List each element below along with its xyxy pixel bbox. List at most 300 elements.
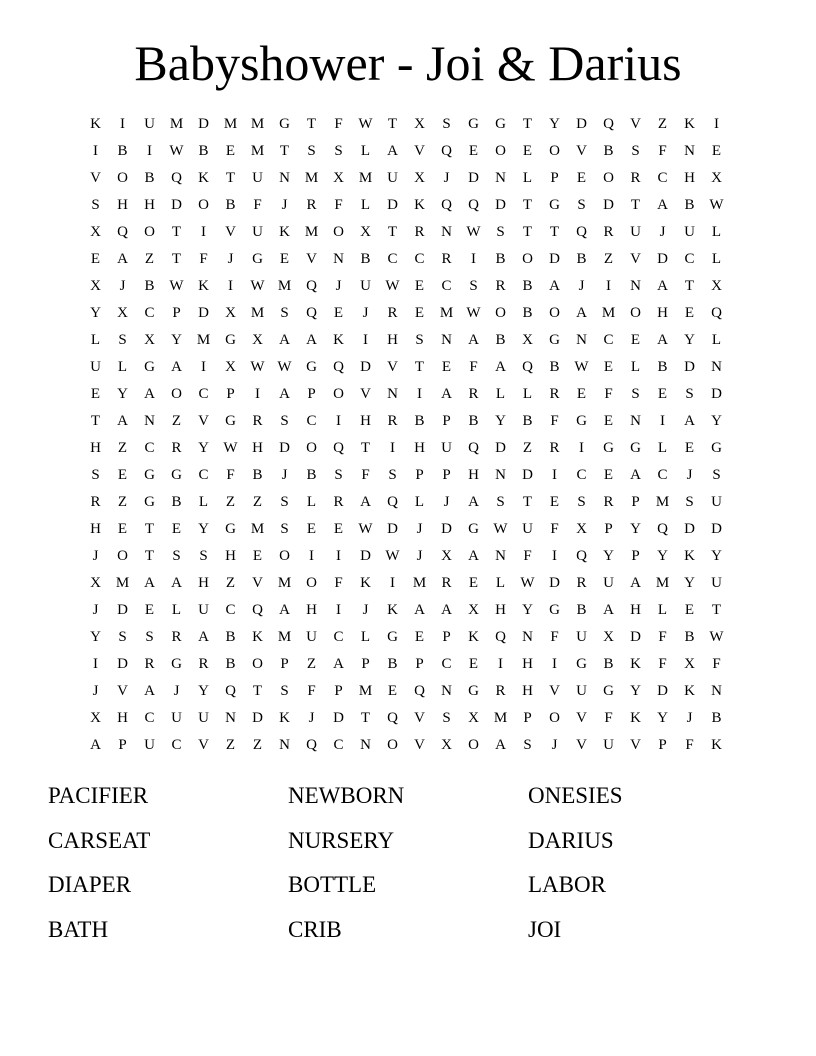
- grid-letter[interactable]: J: [119, 278, 126, 294]
- grid-letter[interactable]: F: [226, 467, 235, 483]
- grid-letter[interactable]: F: [469, 359, 478, 375]
- grid-letter[interactable]: W: [358, 116, 373, 132]
- grid-letter[interactable]: K: [630, 656, 641, 672]
- grid-letter[interactable]: E: [576, 386, 587, 402]
- grid-letter[interactable]: L: [414, 494, 425, 510]
- grid-letter[interactable]: B: [252, 467, 263, 483]
- grid-letter[interactable]: R: [630, 170, 641, 186]
- grid-letter[interactable]: H: [630, 602, 641, 618]
- grid-letter[interactable]: X: [603, 629, 614, 645]
- grid-letter[interactable]: S: [577, 197, 586, 213]
- grid-letter[interactable]: D: [252, 710, 263, 726]
- grid-letter[interactable]: I: [228, 278, 233, 294]
- grid-letter[interactable]: N: [684, 143, 695, 159]
- grid-letter[interactable]: H: [684, 170, 695, 186]
- grid-letter[interactable]: J: [443, 494, 450, 510]
- grid-letter[interactable]: E: [117, 467, 128, 483]
- grid-letter[interactable]: S: [118, 332, 127, 348]
- grid-letter[interactable]: I: [93, 656, 98, 672]
- grid-letter[interactable]: W: [358, 521, 373, 537]
- grid-letter[interactable]: X: [90, 710, 101, 726]
- grid-letter[interactable]: O: [549, 143, 560, 159]
- grid-letter[interactable]: O: [198, 197, 209, 213]
- grid-letter[interactable]: F: [550, 629, 559, 645]
- grid-letter[interactable]: H: [144, 197, 155, 213]
- grid-letter[interactable]: E: [630, 332, 641, 348]
- grid-letter[interactable]: H: [414, 440, 425, 456]
- grid-letter[interactable]: M: [277, 629, 292, 645]
- grid-letter[interactable]: M: [493, 710, 508, 726]
- grid-letter[interactable]: S: [685, 386, 694, 402]
- grid-letter[interactable]: K: [684, 116, 695, 132]
- grid-letter[interactable]: S: [415, 332, 424, 348]
- grid-letter[interactable]: S: [280, 305, 289, 321]
- grid-letter[interactable]: U: [576, 683, 587, 699]
- grid-letter[interactable]: L: [117, 359, 128, 375]
- grid-letter[interactable]: W: [520, 575, 535, 591]
- grid-letter[interactable]: Q: [306, 737, 317, 753]
- grid-letter[interactable]: G: [576, 656, 587, 672]
- grid-letter[interactable]: B: [171, 494, 182, 510]
- grid-letter[interactable]: N: [630, 278, 641, 294]
- grid-letter[interactable]: A: [657, 197, 668, 213]
- grid-letter[interactable]: V: [576, 737, 587, 753]
- grid-letter[interactable]: M: [304, 224, 319, 240]
- grid-letter[interactable]: S: [442, 710, 451, 726]
- grid-letter[interactable]: Q: [657, 521, 668, 537]
- grid-letter[interactable]: E: [684, 440, 695, 456]
- grid-letter[interactable]: T: [360, 710, 371, 726]
- grid-letter[interactable]: G: [549, 197, 560, 213]
- grid-letter[interactable]: T: [387, 116, 398, 132]
- grid-letter[interactable]: N: [495, 467, 506, 483]
- grid-letter[interactable]: S: [280, 494, 289, 510]
- grid-letter[interactable]: M: [358, 170, 373, 186]
- grid-letter[interactable]: Z: [252, 494, 263, 510]
- grid-letter[interactable]: I: [498, 656, 503, 672]
- grid-letter[interactable]: W: [277, 359, 292, 375]
- grid-letter[interactable]: G: [252, 251, 263, 267]
- grid-letter[interactable]: F: [658, 629, 667, 645]
- grid-letter[interactable]: N: [630, 413, 641, 429]
- grid-letter[interactable]: Q: [387, 494, 398, 510]
- grid-letter[interactable]: C: [684, 251, 695, 267]
- grid-letter[interactable]: J: [92, 548, 99, 564]
- grid-letter[interactable]: I: [579, 440, 584, 456]
- grid-letter[interactable]: A: [630, 467, 641, 483]
- grid-letter[interactable]: B: [495, 332, 506, 348]
- grid-letter[interactable]: R: [603, 494, 614, 510]
- grid-letter[interactable]: K: [684, 548, 695, 564]
- grid-letter[interactable]: K: [252, 629, 263, 645]
- grid-letter[interactable]: S: [91, 467, 100, 483]
- grid-letter[interactable]: M: [250, 116, 265, 132]
- grid-letter[interactable]: B: [306, 467, 317, 483]
- grid-letter[interactable]: B: [360, 251, 371, 267]
- grid-letter[interactable]: P: [172, 305, 181, 321]
- grid-letter[interactable]: N: [333, 251, 344, 267]
- grid-letter[interactable]: G: [225, 413, 236, 429]
- grid-letter[interactable]: J: [92, 602, 99, 618]
- grid-letter[interactable]: D: [603, 197, 614, 213]
- grid-letter[interactable]: R: [576, 575, 587, 591]
- grid-letter[interactable]: J: [362, 602, 369, 618]
- grid-letter[interactable]: X: [711, 278, 722, 294]
- grid-letter[interactable]: U: [522, 521, 533, 537]
- grid-letter[interactable]: I: [336, 413, 341, 429]
- grid-letter[interactable]: S: [712, 467, 721, 483]
- grid-letter[interactable]: I: [417, 386, 422, 402]
- grid-letter[interactable]: W: [250, 278, 265, 294]
- grid-letter[interactable]: I: [336, 602, 341, 618]
- grid-letter[interactable]: U: [171, 710, 182, 726]
- grid-letter[interactable]: F: [712, 656, 721, 672]
- grid-letter[interactable]: Q: [441, 143, 452, 159]
- grid-letter[interactable]: O: [387, 737, 398, 753]
- grid-letter[interactable]: H: [657, 305, 668, 321]
- grid-letter[interactable]: V: [90, 170, 101, 186]
- grid-letter[interactable]: V: [549, 683, 560, 699]
- grid-letter[interactable]: E: [603, 413, 614, 429]
- grid-letter[interactable]: W: [709, 197, 724, 213]
- grid-letter[interactable]: V: [117, 683, 128, 699]
- grid-letter[interactable]: J: [686, 467, 693, 483]
- grid-letter[interactable]: O: [306, 440, 317, 456]
- grid-letter[interactable]: S: [577, 494, 586, 510]
- grid-letter[interactable]: T: [522, 224, 533, 240]
- grid-letter[interactable]: Q: [468, 440, 479, 456]
- grid-letter[interactable]: P: [442, 413, 451, 429]
- grid-letter[interactable]: Q: [252, 602, 263, 618]
- grid-letter[interactable]: D: [549, 575, 560, 591]
- grid-letter[interactable]: D: [441, 521, 452, 537]
- grid-letter[interactable]: Y: [711, 548, 722, 564]
- grid-letter[interactable]: G: [306, 359, 317, 375]
- grid-letter[interactable]: E: [306, 521, 317, 537]
- grid-letter[interactable]: R: [495, 683, 506, 699]
- grid-letter[interactable]: T: [90, 413, 101, 429]
- grid-letter[interactable]: X: [684, 656, 695, 672]
- grid-letter[interactable]: E: [711, 143, 722, 159]
- grid-letter[interactable]: D: [495, 197, 506, 213]
- grid-letter[interactable]: P: [334, 683, 343, 699]
- grid-letter[interactable]: G: [387, 629, 398, 645]
- grid-letter[interactable]: X: [468, 710, 479, 726]
- grid-letter[interactable]: M: [655, 575, 670, 591]
- grid-letter[interactable]: I: [471, 251, 476, 267]
- grid-letter[interactable]: A: [441, 602, 452, 618]
- grid-letter[interactable]: N: [387, 386, 398, 402]
- grid-letter[interactable]: C: [144, 305, 155, 321]
- grid-letter[interactable]: A: [144, 575, 155, 591]
- grid-letter[interactable]: N: [279, 170, 290, 186]
- grid-letter[interactable]: D: [171, 197, 182, 213]
- grid-letter[interactable]: W: [385, 548, 400, 564]
- grid-letter[interactable]: F: [361, 467, 370, 483]
- grid-letter[interactable]: E: [279, 251, 290, 267]
- grid-letter[interactable]: E: [333, 305, 344, 321]
- grid-letter[interactable]: C: [333, 737, 344, 753]
- grid-letter[interactable]: A: [144, 683, 155, 699]
- grid-letter[interactable]: E: [90, 251, 101, 267]
- grid-letter[interactable]: Q: [333, 359, 344, 375]
- grid-letter[interactable]: D: [198, 305, 209, 321]
- grid-letter[interactable]: O: [171, 386, 182, 402]
- grid-letter[interactable]: N: [441, 332, 452, 348]
- grid-letter[interactable]: D: [468, 170, 479, 186]
- grid-letter[interactable]: B: [495, 251, 506, 267]
- grid-letter[interactable]: T: [414, 359, 425, 375]
- grid-letter[interactable]: T: [360, 440, 371, 456]
- grid-letter[interactable]: G: [468, 521, 479, 537]
- grid-letter[interactable]: V: [414, 143, 425, 159]
- grid-letter[interactable]: L: [360, 197, 371, 213]
- grid-letter[interactable]: J: [92, 683, 99, 699]
- grid-letter[interactable]: T: [144, 548, 155, 564]
- grid-letter[interactable]: I: [255, 386, 260, 402]
- grid-letter[interactable]: T: [387, 224, 398, 240]
- grid-letter[interactable]: H: [306, 602, 317, 618]
- grid-letter[interactable]: Y: [657, 548, 668, 564]
- grid-letter[interactable]: L: [306, 494, 317, 510]
- grid-letter[interactable]: U: [306, 629, 317, 645]
- grid-letter[interactable]: S: [172, 548, 181, 564]
- grid-letter[interactable]: D: [576, 116, 587, 132]
- grid-letter[interactable]: Q: [522, 359, 533, 375]
- grid-letter[interactable]: E: [414, 629, 425, 645]
- grid-letter[interactable]: A: [657, 332, 668, 348]
- grid-letter[interactable]: Z: [603, 251, 614, 267]
- grid-letter[interactable]: T: [171, 251, 182, 267]
- grid-letter[interactable]: B: [198, 143, 209, 159]
- grid-letter[interactable]: V: [252, 575, 263, 591]
- grid-letter[interactable]: O: [468, 737, 479, 753]
- grid-letter[interactable]: L: [522, 170, 533, 186]
- grid-letter[interactable]: E: [468, 143, 479, 159]
- grid-letter[interactable]: P: [118, 737, 127, 753]
- grid-letter[interactable]: P: [550, 170, 559, 186]
- grid-letter[interactable]: Z: [117, 494, 128, 510]
- grid-letter[interactable]: X: [225, 359, 236, 375]
- grid-letter[interactable]: K: [684, 683, 695, 699]
- grid-letter[interactable]: M: [250, 143, 265, 159]
- grid-letter[interactable]: I: [201, 359, 206, 375]
- grid-letter[interactable]: G: [144, 359, 155, 375]
- grid-letter[interactable]: V: [414, 737, 425, 753]
- grid-letter[interactable]: F: [550, 521, 559, 537]
- grid-letter[interactable]: X: [90, 575, 101, 591]
- grid-letter[interactable]: D: [117, 656, 128, 672]
- grid-letter[interactable]: X: [252, 332, 263, 348]
- grid-letter[interactable]: C: [657, 170, 668, 186]
- grid-letter[interactable]: R: [468, 386, 479, 402]
- grid-letter[interactable]: E: [468, 656, 479, 672]
- grid-letter[interactable]: Y: [603, 548, 614, 564]
- grid-letter[interactable]: S: [334, 467, 343, 483]
- grid-letter[interactable]: Q: [333, 440, 344, 456]
- grid-letter[interactable]: L: [711, 224, 722, 240]
- grid-letter[interactable]: F: [334, 116, 343, 132]
- grid-letter[interactable]: D: [711, 521, 722, 537]
- grid-letter[interactable]: K: [468, 629, 479, 645]
- grid-letter[interactable]: Q: [171, 170, 182, 186]
- grid-letter[interactable]: N: [495, 170, 506, 186]
- grid-letter[interactable]: E: [90, 386, 101, 402]
- grid-letter[interactable]: E: [603, 467, 614, 483]
- grid-letter[interactable]: E: [603, 359, 614, 375]
- grid-letter[interactable]: Y: [198, 521, 209, 537]
- grid-letter[interactable]: C: [576, 467, 587, 483]
- grid-letter[interactable]: S: [199, 548, 208, 564]
- grid-letter[interactable]: O: [306, 575, 317, 591]
- grid-letter[interactable]: B: [684, 197, 695, 213]
- grid-letter[interactable]: F: [334, 575, 343, 591]
- grid-letter[interactable]: S: [280, 413, 289, 429]
- grid-letter[interactable]: Q: [441, 197, 452, 213]
- grid-letter[interactable]: F: [658, 143, 667, 159]
- grid-letter[interactable]: N: [225, 710, 236, 726]
- grid-letter[interactable]: Z: [657, 116, 668, 132]
- grid-letter[interactable]: O: [252, 656, 263, 672]
- grid-letter[interactable]: E: [117, 521, 128, 537]
- grid-letter[interactable]: O: [549, 305, 560, 321]
- grid-letter[interactable]: D: [387, 521, 398, 537]
- grid-letter[interactable]: E: [414, 278, 425, 294]
- grid-letter[interactable]: P: [280, 656, 289, 672]
- grid-letter[interactable]: N: [279, 737, 290, 753]
- grid-letter[interactable]: Q: [306, 278, 317, 294]
- grid-letter[interactable]: E: [684, 305, 695, 321]
- grid-letter[interactable]: M: [250, 305, 265, 321]
- grid-letter[interactable]: P: [226, 386, 235, 402]
- grid-letter[interactable]: L: [495, 575, 506, 591]
- grid-letter[interactable]: G: [171, 656, 182, 672]
- grid-letter[interactable]: Y: [90, 629, 101, 645]
- grid-letter[interactable]: I: [201, 224, 206, 240]
- grid-letter[interactable]: C: [171, 737, 182, 753]
- grid-letter[interactable]: F: [685, 737, 694, 753]
- grid-letter[interactable]: G: [144, 494, 155, 510]
- grid-letter[interactable]: G: [549, 602, 560, 618]
- grid-letter[interactable]: A: [441, 386, 452, 402]
- grid-letter[interactable]: B: [414, 413, 425, 429]
- grid-letter[interactable]: W: [466, 224, 481, 240]
- grid-letter[interactable]: C: [144, 440, 155, 456]
- grid-letter[interactable]: A: [90, 737, 101, 753]
- grid-letter[interactable]: B: [468, 413, 479, 429]
- grid-letter[interactable]: C: [333, 629, 344, 645]
- grid-letter[interactable]: H: [117, 710, 128, 726]
- grid-letter[interactable]: U: [630, 224, 641, 240]
- grid-letter[interactable]: J: [416, 548, 423, 564]
- grid-letter[interactable]: J: [443, 170, 450, 186]
- grid-letter[interactable]: I: [93, 143, 98, 159]
- grid-letter[interactable]: B: [225, 656, 236, 672]
- grid-letter[interactable]: S: [442, 116, 451, 132]
- grid-letter[interactable]: V: [630, 251, 641, 267]
- grid-letter[interactable]: X: [522, 332, 533, 348]
- grid-letter[interactable]: R: [171, 629, 182, 645]
- grid-letter[interactable]: L: [522, 386, 533, 402]
- grid-letter[interactable]: X: [414, 116, 425, 132]
- grid-letter[interactable]: D: [684, 359, 695, 375]
- grid-letter[interactable]: M: [601, 305, 616, 321]
- grid-letter[interactable]: C: [603, 332, 614, 348]
- grid-letter[interactable]: B: [225, 629, 236, 645]
- grid-letter[interactable]: B: [549, 359, 560, 375]
- grid-letter[interactable]: Y: [711, 413, 722, 429]
- grid-letter[interactable]: U: [198, 602, 209, 618]
- grid-letter[interactable]: G: [711, 440, 722, 456]
- grid-letter[interactable]: R: [306, 197, 317, 213]
- grid-letter[interactable]: D: [630, 629, 641, 645]
- grid-letter[interactable]: U: [603, 575, 614, 591]
- grid-letter[interactable]: O: [495, 143, 506, 159]
- grid-letter[interactable]: Q: [711, 305, 722, 321]
- grid-letter[interactable]: A: [468, 332, 479, 348]
- grid-letter[interactable]: P: [307, 386, 316, 402]
- grid-letter[interactable]: D: [333, 710, 344, 726]
- grid-letter[interactable]: D: [360, 548, 371, 564]
- grid-letter[interactable]: F: [604, 710, 613, 726]
- grid-letter[interactable]: P: [361, 656, 370, 672]
- grid-letter[interactable]: Y: [684, 575, 695, 591]
- grid-letter[interactable]: Z: [225, 494, 236, 510]
- grid-letter[interactable]: R: [90, 494, 101, 510]
- grid-letter[interactable]: I: [606, 278, 611, 294]
- grid-letter[interactable]: C: [225, 602, 236, 618]
- grid-letter[interactable]: N: [360, 737, 371, 753]
- grid-letter[interactable]: J: [308, 710, 315, 726]
- grid-letter[interactable]: Q: [576, 224, 587, 240]
- grid-letter[interactable]: G: [549, 332, 560, 348]
- grid-letter[interactable]: M: [412, 575, 427, 591]
- grid-letter[interactable]: B: [387, 656, 398, 672]
- grid-letter[interactable]: C: [657, 467, 668, 483]
- grid-letter[interactable]: N: [144, 413, 155, 429]
- grid-letter[interactable]: G: [171, 467, 182, 483]
- grid-letter[interactable]: A: [333, 656, 344, 672]
- grid-letter[interactable]: F: [307, 683, 316, 699]
- grid-letter[interactable]: O: [522, 251, 533, 267]
- grid-letter[interactable]: G: [495, 116, 506, 132]
- grid-letter[interactable]: A: [279, 332, 290, 348]
- grid-letter[interactable]: S: [280, 683, 289, 699]
- grid-letter[interactable]: E: [657, 386, 668, 402]
- grid-letter[interactable]: Z: [306, 656, 317, 672]
- grid-letter[interactable]: A: [549, 278, 560, 294]
- grid-letter[interactable]: T: [549, 224, 560, 240]
- grid-letter[interactable]: F: [334, 197, 343, 213]
- grid-letter[interactable]: J: [551, 737, 558, 753]
- grid-letter[interactable]: L: [360, 629, 371, 645]
- grid-letter[interactable]: Y: [630, 683, 641, 699]
- grid-letter[interactable]: A: [171, 359, 182, 375]
- grid-letter[interactable]: K: [630, 710, 641, 726]
- grid-letter[interactable]: N: [441, 224, 452, 240]
- grid-letter[interactable]: V: [387, 359, 398, 375]
- grid-letter[interactable]: G: [144, 467, 155, 483]
- grid-letter[interactable]: D: [657, 251, 668, 267]
- grid-letter[interactable]: U: [711, 575, 722, 591]
- grid-letter[interactable]: A: [657, 278, 668, 294]
- grid-letter[interactable]: M: [358, 683, 373, 699]
- grid-letter[interactable]: E: [252, 548, 263, 564]
- grid-letter[interactable]: Y: [657, 710, 668, 726]
- grid-letter[interactable]: X: [90, 278, 101, 294]
- grid-letter[interactable]: T: [279, 143, 290, 159]
- grid-letter[interactable]: D: [198, 116, 209, 132]
